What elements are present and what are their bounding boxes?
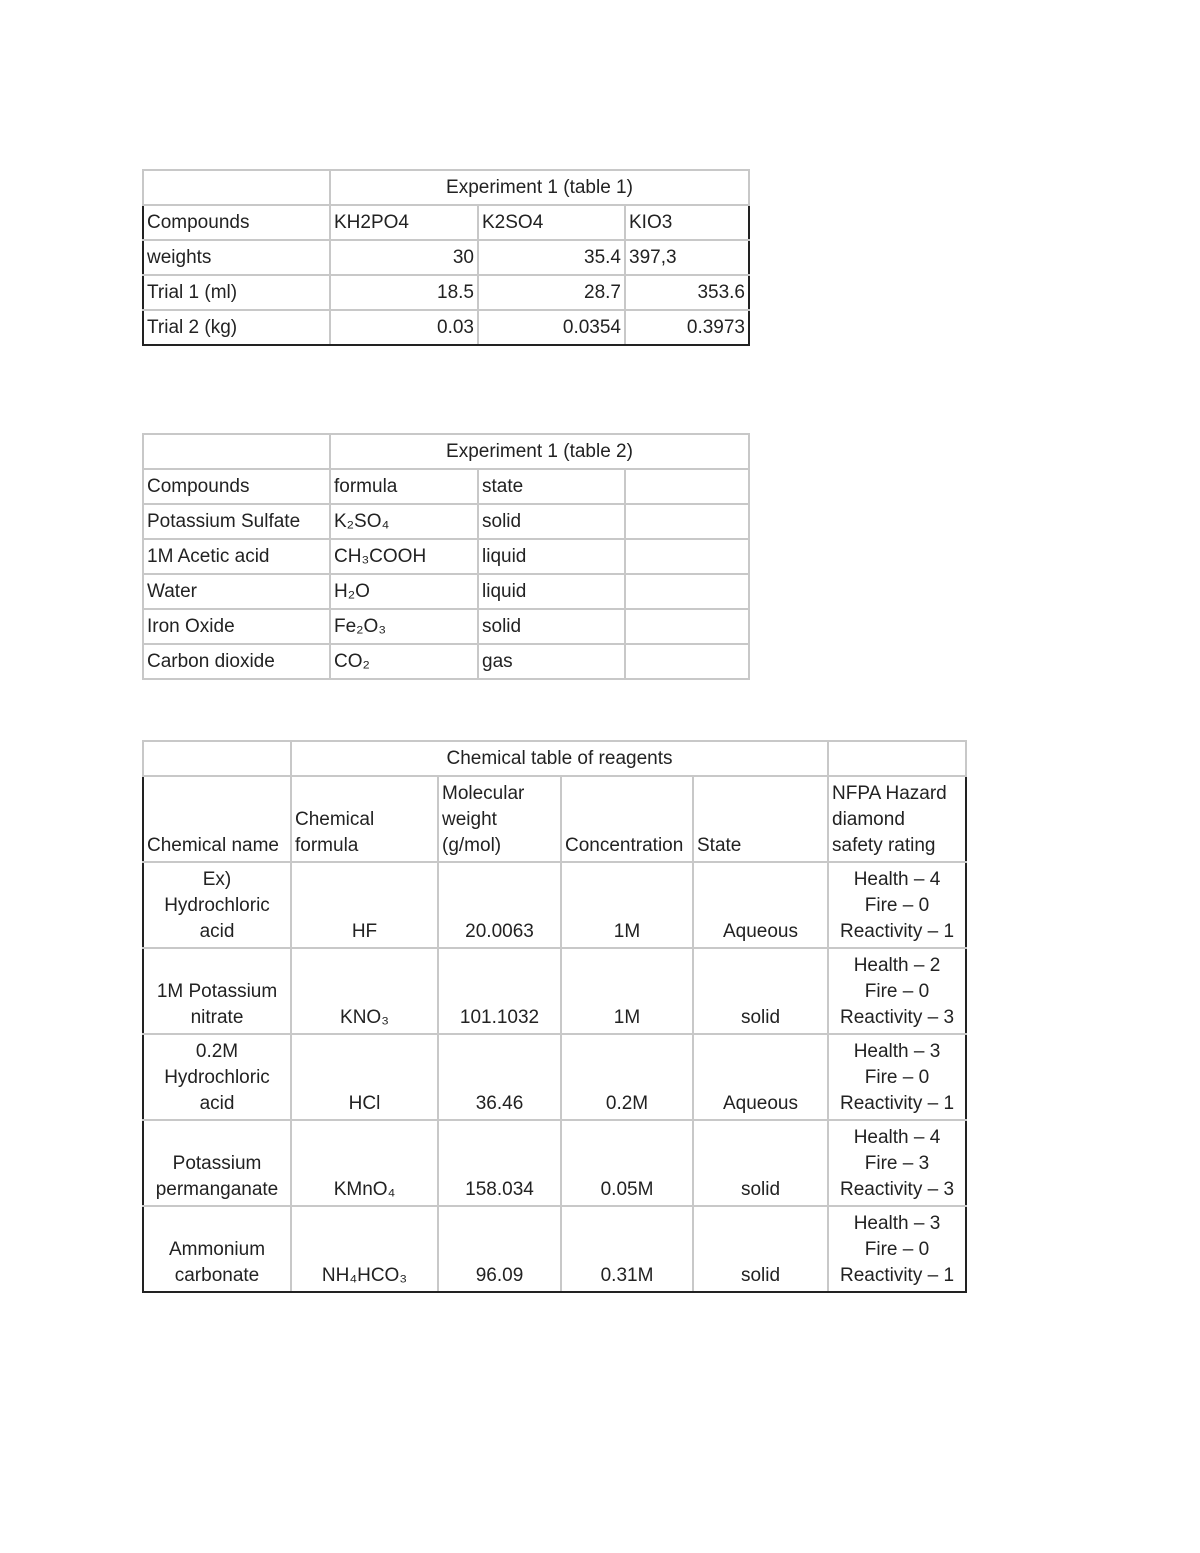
state-cell: solid <box>693 948 828 1034</box>
nfpa-reactivity: Reactivity – 1 <box>839 921 955 942</box>
name-line: carbonate <box>174 1265 260 1286</box>
nfpa-cell <box>828 862 966 948</box>
table2-header-cell: formula <box>330 469 478 504</box>
chemical-name-cell <box>143 1034 291 1120</box>
table1-header-cell: KH2PO4 <box>330 205 478 240</box>
molecular-weight-cell: 101.1032 <box>438 948 561 1034</box>
table-row <box>143 539 749 574</box>
state-cell: gas <box>478 644 625 679</box>
header-chemical-name: Chemical name <box>143 776 291 862</box>
row-label: Water <box>143 574 330 609</box>
table1-header-cell: K2SO4 <box>478 205 625 240</box>
row-label: Carbon dioxide <box>143 644 330 679</box>
row-label: weights <box>143 240 330 275</box>
table1-header-cell: Compounds <box>143 205 330 240</box>
name-line: Hydrochloric <box>164 1067 270 1088</box>
formula-cell: K₂SO₄ <box>330 504 478 539</box>
table2-empty-cell <box>143 434 330 469</box>
table2-empty-cell <box>625 469 749 504</box>
table-row <box>143 574 749 609</box>
table-cell: 28.7 <box>478 275 625 310</box>
row-label: 1M Acetic acid <box>143 539 330 574</box>
state-cell: liquid <box>478 574 625 609</box>
formula-cell: NH₄HCO₃ <box>291 1206 438 1292</box>
chemical-name-cell <box>143 1120 291 1206</box>
formula-cell: Fe₂O₃ <box>330 609 478 644</box>
chemical-name-cell <box>143 948 291 1034</box>
state-cell: solid <box>693 1206 828 1292</box>
table1-caption-row <box>143 170 749 205</box>
header-line: Molecular <box>442 783 525 804</box>
table-cell: 397,3 <box>625 240 749 275</box>
header-concentration: Concentration <box>561 776 693 862</box>
state-cell: solid <box>693 1120 828 1206</box>
table2-empty-cell <box>625 574 749 609</box>
table3-empty-cell <box>143 741 291 776</box>
table3-caption: Chemical table of reagents <box>291 741 828 776</box>
formula-cell: HF <box>291 862 438 948</box>
experiment-table-1 <box>142 169 750 346</box>
nfpa-cell <box>828 1034 966 1120</box>
row-label: Trial 2 (kg) <box>143 310 330 345</box>
table-cell: 0.3973 <box>625 310 749 345</box>
header-line: (g/mol) <box>442 835 502 856</box>
table-row <box>143 275 749 310</box>
table-row <box>143 504 749 539</box>
nfpa-health: Health – 3 <box>853 1041 941 1062</box>
formula-cell: KMnO₄ <box>291 1120 438 1206</box>
nfpa-fire: Fire – 0 <box>864 981 930 1002</box>
table-cell: 30 <box>330 240 478 275</box>
table2-empty-cell <box>625 539 749 574</box>
row-label: Trial 1 (ml) <box>143 275 330 310</box>
row-label: Iron Oxide <box>143 609 330 644</box>
formula-cell: KNO₃ <box>291 948 438 1034</box>
table-cell: 0.0354 <box>478 310 625 345</box>
nfpa-health: Health – 3 <box>853 1213 941 1234</box>
table1-empty-cell <box>143 170 330 205</box>
chemical-name-cell <box>143 1206 291 1292</box>
nfpa-health: Health – 4 <box>853 869 941 890</box>
nfpa-health: Health – 4 <box>853 1127 941 1148</box>
name-line: nitrate <box>190 1007 244 1028</box>
name-line: permanganate <box>155 1179 279 1200</box>
table3-caption-row <box>143 741 966 776</box>
state-cell: solid <box>478 609 625 644</box>
header-molecular-weight <box>438 776 561 862</box>
header-state: State <box>693 776 828 862</box>
state-cell: Aqueous <box>693 862 828 948</box>
table2-header-row <box>143 469 749 504</box>
table1-caption: Experiment 1 (table 1) <box>330 170 749 205</box>
table2-header-cell: Compounds <box>143 469 330 504</box>
row-label: Potassium Sulfate <box>143 504 330 539</box>
nfpa-fire: Fire – 3 <box>864 1153 930 1174</box>
header-line: formula <box>295 835 359 856</box>
formula-cell: H₂O <box>330 574 478 609</box>
header-line: NFPA Hazard <box>832 783 947 804</box>
header-chemical-formula <box>291 776 438 862</box>
table-cell: 353.6 <box>625 275 749 310</box>
table-row <box>143 240 749 275</box>
table1-header-cell: KIO3 <box>625 205 749 240</box>
header-line: Chemical <box>295 809 375 830</box>
table-row <box>143 310 749 345</box>
nfpa-cell <box>828 1120 966 1206</box>
name-line: 1M Potassium <box>156 981 278 1002</box>
name-line: Hydrochloric <box>164 895 270 916</box>
name-line: Ex) <box>202 869 232 890</box>
header-line: weight <box>442 809 497 830</box>
nfpa-cell <box>828 948 966 1034</box>
table2-header-cell: state <box>478 469 625 504</box>
nfpa-cell <box>828 1206 966 1292</box>
table2-caption: Experiment 1 (table 2) <box>330 434 749 469</box>
concentration-cell: 1M <box>561 862 693 948</box>
state-cell: Aqueous <box>693 1034 828 1120</box>
table-row <box>143 644 749 679</box>
nfpa-reactivity: Reactivity – 1 <box>839 1265 955 1286</box>
table-cell: 18.5 <box>330 275 478 310</box>
table2-caption-row <box>143 434 749 469</box>
nfpa-fire: Fire – 0 <box>864 1239 930 1260</box>
table2-empty-cell <box>625 644 749 679</box>
table-row <box>143 609 749 644</box>
formula-cell: CH₃COOH <box>330 539 478 574</box>
chemical-name-cell <box>143 862 291 948</box>
nfpa-reactivity: Reactivity – 3 <box>839 1007 955 1028</box>
state-cell: liquid <box>478 539 625 574</box>
formula-cell: CO₂ <box>330 644 478 679</box>
table-row <box>143 1034 966 1120</box>
molecular-weight-cell: 36.46 <box>438 1034 561 1120</box>
concentration-cell: 0.2M <box>561 1034 693 1120</box>
table2-empty-cell <box>625 504 749 539</box>
name-line: Ammonium <box>168 1239 266 1260</box>
table-row <box>143 948 966 1034</box>
molecular-weight-cell: 96.09 <box>438 1206 561 1292</box>
table-row <box>143 862 966 948</box>
reagents-table <box>142 740 967 1293</box>
nfpa-reactivity: Reactivity – 1 <box>839 1093 955 1114</box>
table3-empty-cell <box>828 741 966 776</box>
experiment-table-2 <box>142 433 750 680</box>
table1-header-row <box>143 205 749 240</box>
concentration-cell: 0.31M <box>561 1206 693 1292</box>
table3-header-row <box>143 776 966 862</box>
formula-cell: HCl <box>291 1034 438 1120</box>
header-line: diamond <box>832 809 905 830</box>
header-nfpa <box>828 776 966 862</box>
nfpa-health: Health – 2 <box>853 955 941 976</box>
table-cell: 0.03 <box>330 310 478 345</box>
nfpa-fire: Fire – 0 <box>864 895 930 916</box>
name-line: acid <box>199 921 235 942</box>
table-cell: 35.4 <box>478 240 625 275</box>
name-line: acid <box>199 1093 235 1114</box>
name-line: Potassium <box>172 1153 262 1174</box>
state-cell: solid <box>478 504 625 539</box>
table-row <box>143 1206 966 1292</box>
table-row <box>143 1120 966 1206</box>
concentration-cell: 1M <box>561 948 693 1034</box>
molecular-weight-cell: 158.034 <box>438 1120 561 1206</box>
molecular-weight-cell: 20.0063 <box>438 862 561 948</box>
concentration-cell: 0.05M <box>561 1120 693 1206</box>
nfpa-reactivity: Reactivity – 3 <box>839 1179 955 1200</box>
header-line: safety rating <box>832 835 936 856</box>
nfpa-fire: Fire – 0 <box>864 1067 930 1088</box>
name-line: 0.2M <box>195 1041 239 1062</box>
table2-empty-cell <box>625 609 749 644</box>
